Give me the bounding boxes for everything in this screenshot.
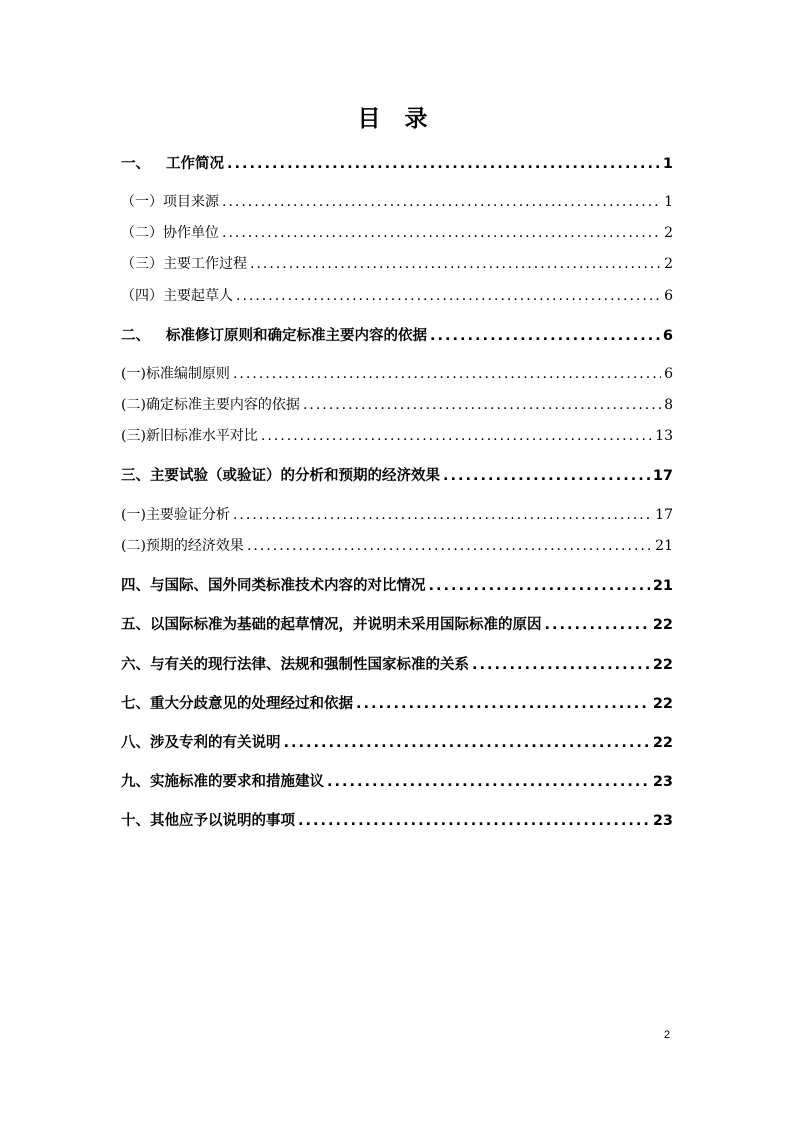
toc-entry-label: 协作单位 <box>163 225 219 241</box>
toc-leader-dots <box>222 194 661 210</box>
page-title: 目 录 <box>357 106 436 132</box>
toc-entry-page: 17 <box>655 507 673 523</box>
toc-entry[interactable] <box>121 222 673 242</box>
toc-entry-label: 与国际、国外同类标准技术内容的对比情况 <box>150 578 426 594</box>
toc-entry[interactable] <box>121 809 673 830</box>
toc-entry-number: (一) <box>121 366 146 382</box>
toc-leader-dots <box>545 617 650 633</box>
toc-entry-label: 项目来源 <box>163 194 219 210</box>
toc-entry-label: 主要试验（或验证）的分析和预期的经济效果 <box>150 468 440 484</box>
toc-entry-label: 与有关的现行法律、法规和强制性国家标准的关系 <box>150 657 469 673</box>
toc-entry[interactable] <box>121 324 673 345</box>
toc-leader-dots <box>443 468 650 484</box>
toc-leader-dots <box>222 225 661 241</box>
toc-entry-page: 17 <box>652 468 673 484</box>
toc-entry-page: 6 <box>664 366 673 382</box>
toc-entry-number: 九、 <box>121 774 150 790</box>
toc-leader-dots <box>472 657 650 673</box>
toc-entry-number: (二) <box>121 538 146 554</box>
toc-entry-number: 十、 <box>121 813 150 829</box>
toc-leader-dots <box>303 397 661 413</box>
toc-entry[interactable] <box>121 613 673 634</box>
toc-entry-label: 标准编制原则 <box>145 366 230 382</box>
toc-entry[interactable] <box>121 464 673 485</box>
toc-entry-page: 2 <box>664 225 673 241</box>
toc-leader-dots <box>236 288 661 304</box>
toc-leader-dots <box>233 366 661 382</box>
toc-entry-label: 重大分歧意见的处理经过和依据 <box>150 696 353 712</box>
toc-leader-dots <box>298 813 650 829</box>
toc-entry-label: 实施标准的要求和措施建议 <box>150 774 324 790</box>
toc-entry[interactable] <box>121 574 673 595</box>
toc-entry-page: 22 <box>652 696 673 712</box>
toc-entry[interactable] <box>121 425 673 445</box>
toc-entry-page: 6 <box>662 328 673 344</box>
toc-entry-number: 六、 <box>121 657 150 673</box>
toc-entry[interactable] <box>121 770 673 791</box>
toc-entry-number: 三、 <box>121 468 150 484</box>
toc-entry-number: (三) <box>121 428 146 444</box>
toc-entry[interactable] <box>121 253 673 273</box>
page-number: 2 <box>664 1029 671 1041</box>
toc-leader-dots <box>356 696 650 712</box>
toc-entry-number: 八、 <box>121 735 150 751</box>
toc-leader-dots <box>233 507 652 523</box>
toc-entry-page: 23 <box>652 774 673 790</box>
toc-entry[interactable] <box>121 363 673 383</box>
toc-entry-page: 23 <box>652 813 673 829</box>
toc-entry-page: 6 <box>664 288 673 304</box>
toc-leader-dots <box>430 328 660 344</box>
toc-entry-number: 一、 <box>121 156 150 172</box>
toc-leader-dots <box>247 538 652 554</box>
toc-entry-label: 涉及专利的有关说明 <box>150 735 281 751</box>
toc-entry-label: 标准修订原则和确定标准主要内容的依据 <box>166 328 427 344</box>
toc-entry-number: 五、 <box>121 617 150 633</box>
toc-entry[interactable] <box>121 191 673 211</box>
toc-entry-label: 主要验证分析 <box>145 507 230 523</box>
toc-entry-number: 二、 <box>121 328 150 344</box>
toc-entry-label: 确定标准主要内容的依据 <box>145 397 300 413</box>
toc-entry-page: 1 <box>662 156 673 172</box>
toc-leader-dots <box>227 156 660 172</box>
toc-entry-page: 21 <box>652 578 673 594</box>
toc-entry-label: 预期的经济效果 <box>145 538 244 554</box>
toc-entry-label: 以国际标准为基础的起草情况，并说明未采用国际标准的原因 <box>150 617 542 633</box>
toc-entry-page: 22 <box>652 735 673 751</box>
toc-leader-dots <box>327 774 650 790</box>
toc-entry[interactable] <box>121 285 673 305</box>
toc-leader-dots <box>429 578 650 594</box>
toc-entry-number: （四） <box>121 288 163 304</box>
toc-entry-page: 8 <box>664 397 673 413</box>
toc-entry[interactable] <box>121 394 673 414</box>
toc-entry-page: 22 <box>652 617 673 633</box>
toc-entry-label: 工作简况 <box>166 156 224 172</box>
toc-entry-label: 主要起草人 <box>163 288 233 304</box>
toc-entry-number: (一) <box>121 507 146 523</box>
toc-entry-number: （三） <box>121 256 163 272</box>
toc-entry-label: 新旧标准水平对比 <box>145 428 258 444</box>
toc-entry[interactable] <box>121 731 673 752</box>
toc-entry-number: 七、 <box>121 696 150 712</box>
toc-leader-dots <box>284 735 650 751</box>
toc-entry-page: 13 <box>655 428 673 444</box>
toc-entry[interactable] <box>121 535 673 555</box>
toc-entry-label: 主要工作过程 <box>163 256 247 272</box>
toc-entry[interactable] <box>121 653 673 674</box>
toc-entry-page: 22 <box>652 657 673 673</box>
toc-entry-label: 其他应予以说明的事项 <box>150 813 295 829</box>
toc-leader-dots <box>250 256 661 272</box>
toc-entry-number: (二) <box>121 397 146 413</box>
toc-entry-number: （二） <box>121 225 163 241</box>
toc-entry[interactable] <box>121 152 673 173</box>
toc-leader-dots <box>261 428 652 444</box>
toc-entry-page: 21 <box>655 538 673 554</box>
toc-entry-page: 1 <box>664 194 673 210</box>
toc-entry-number: （一） <box>121 194 163 210</box>
toc-entry-number: 四、 <box>121 578 150 594</box>
toc-entry[interactable] <box>121 692 673 713</box>
toc-entry-page: 2 <box>664 256 673 272</box>
toc-entry[interactable] <box>121 504 673 524</box>
